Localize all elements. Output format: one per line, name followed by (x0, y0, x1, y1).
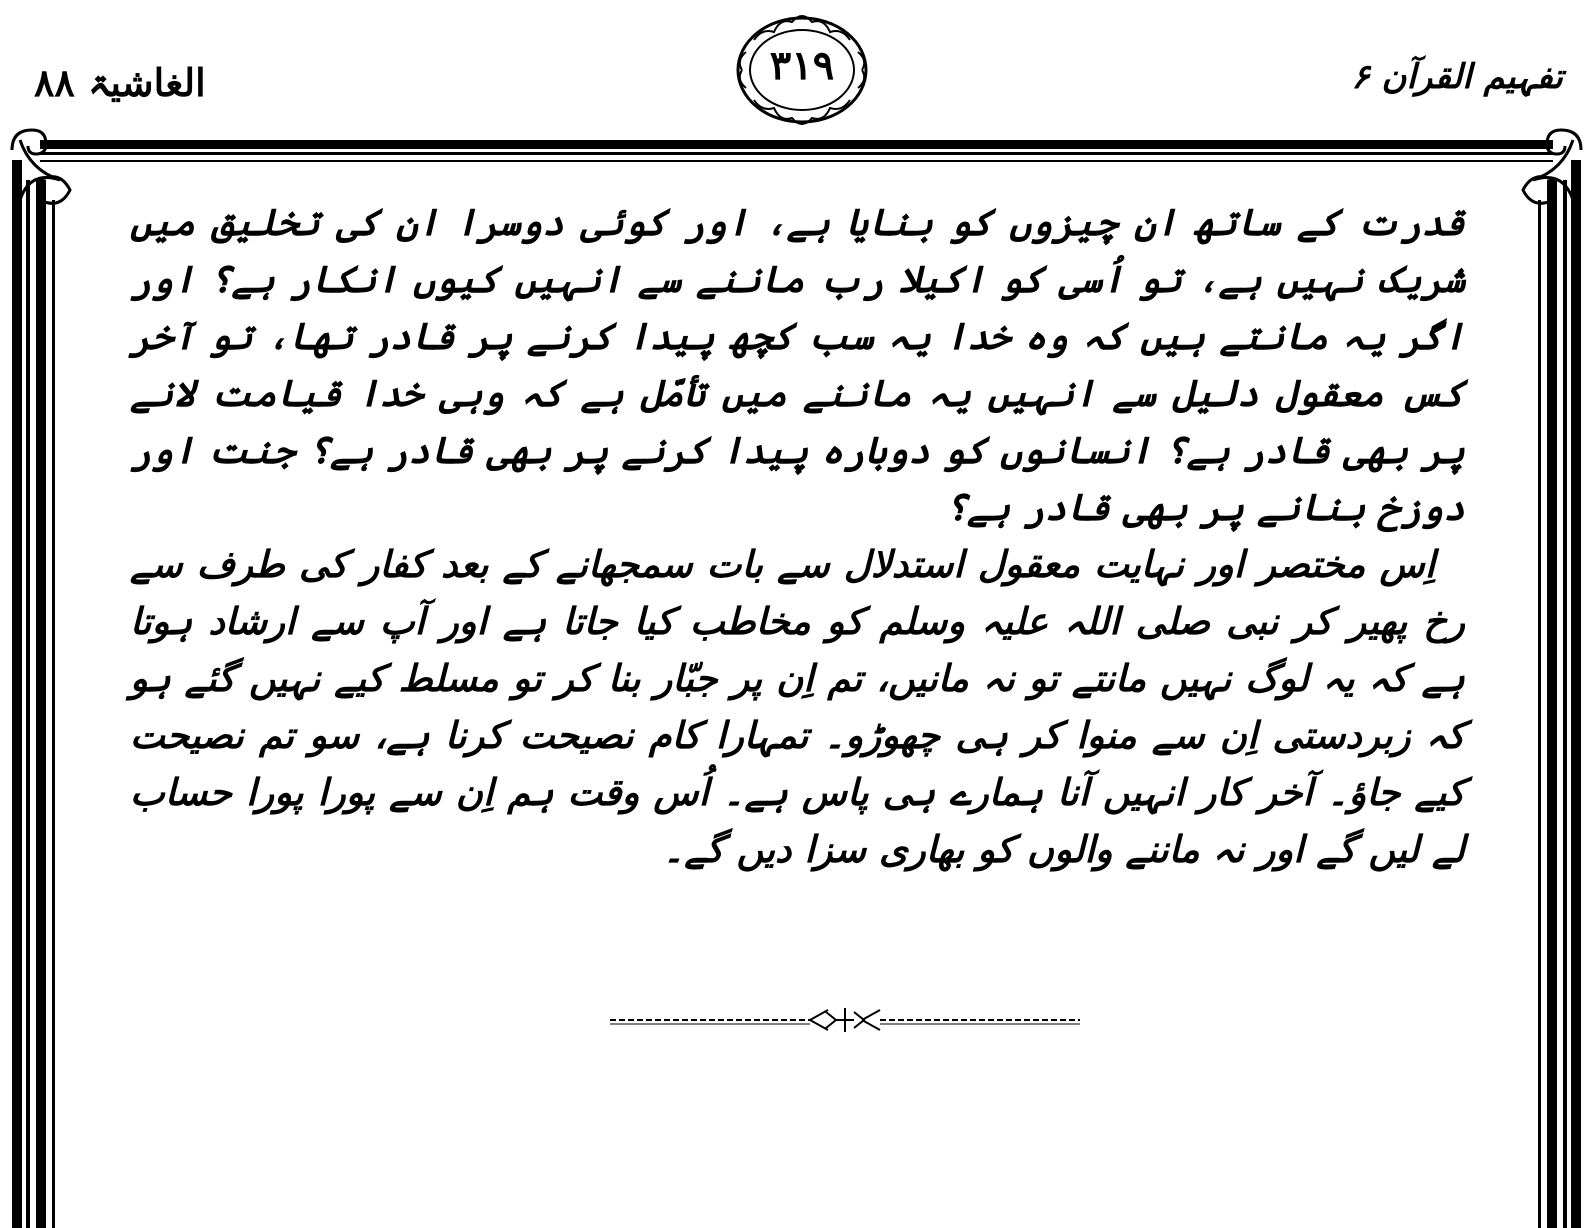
section-divider (610, 1000, 1080, 1040)
paragraph: قدرت کے ساتھ ان چیزوں کو بنایا ہے، اور کوئی دوسرا ان کی تخلیق میں شریک نہیں ہے، تو اُسی کو اکیلا رب ماننے سے انہیں کیوں انکار ہے؟ اور اگر یہ مانتے ہیں کہ وہ خدا یہ سب کچھ پیدا کرنے پر قادر تھا، تو آخر کس معقول دلیل سے انہیں یہ ماننے میں تأمّل ہے کہ وہی خدا قیامت لانے پر بھی قادر ہے؟ انسانوں کو دوبارہ پیدا کرنے پر بھی قادر ہے؟ جنت اور دوزخ بنانے پر بھی قادر ہے؟ (130, 200, 1465, 529)
paragraph: اِس مختصر اور نہایت معقول استدلال سے بات سمجھانے کے بعد کفار کی طرف سے رخ پھیر کر نبی صلی اللہ علیہ وسلم کو مخاطب کیا جاتا ہے اور آپ سے ارشاد ہوتا ہے کہ یہ لوگ نہیں مانتے تو نہ مانیں، تم اِن پر جبّار بنا کر تو مسلط کیے نہیں گئے ہو کہ زبردستی اِن سے منوا کر ہی چھوڑو۔ تمہارا کام نصیحت کرنا ہے، سو تم نصیحت کیے جاؤ۔ آخر کار انہیں آنا ہمارے ہی پاس ہے۔ اُس وقت ہم اِن سے پورا پورا حساب لے لیں گے اور نہ ماننے والوں کو بھاری سزا دیں گے۔ (130, 542, 1465, 871)
book-title-header: تفہیم القرآن ۶ (1351, 57, 1563, 97)
commentary-text (130, 194, 1465, 878)
surah-header: الغاشیۃ ۸۸ (34, 60, 206, 105)
page-number: ۳۱۹ (769, 42, 835, 89)
